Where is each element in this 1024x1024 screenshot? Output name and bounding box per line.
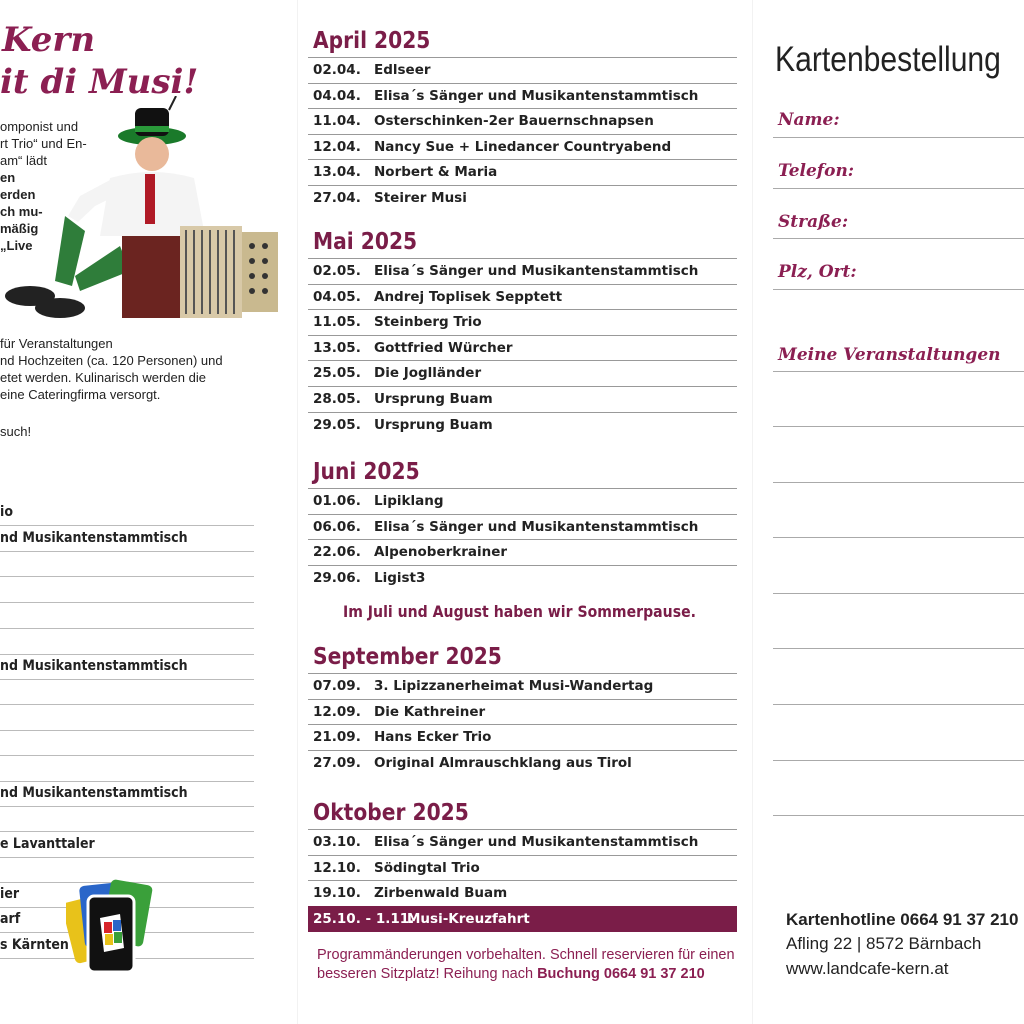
- event-row: [308, 488, 737, 514]
- event-date: 25.10. - 1.11.: [313, 910, 415, 927]
- order-title: Kartenbestellung: [775, 40, 1001, 79]
- left-event-row: [0, 806, 254, 832]
- event-name: Musi-Kreuzfahrt: [407, 910, 530, 927]
- event-date: 27.04.: [313, 190, 361, 206]
- event-name: Die Joglländer: [374, 365, 482, 382]
- event-date: 21.09.: [313, 729, 361, 746]
- event-row: [308, 108, 737, 134]
- event-row: [308, 360, 737, 386]
- ticket-hotline: Kartenhotline 0664 91 37 210: [786, 910, 1019, 929]
- event-name: Södingtal Trio: [374, 859, 480, 876]
- event-date: 13.05.: [313, 339, 361, 356]
- event-date: 03.10.: [313, 834, 361, 850]
- city-label: Plz, Ort:: [778, 262, 857, 282]
- event-row: [308, 309, 737, 335]
- left-event-row: [0, 705, 254, 731]
- event-name: Die Kathreiner: [374, 703, 486, 720]
- event-date: 27.09.: [313, 754, 361, 771]
- event-date: 11.04.: [313, 113, 361, 130]
- event-row: [308, 724, 737, 750]
- left-event-row: [0, 756, 254, 782]
- event-row: [308, 539, 737, 565]
- left-event-row: [0, 629, 254, 655]
- event-name: Steirer Musi: [374, 190, 467, 206]
- event-row: [308, 284, 737, 310]
- month-heading: April 2025: [313, 28, 431, 54]
- left-closing-text: such!: [0, 424, 32, 439]
- event-date: 22.06.: [313, 544, 361, 561]
- fold-line-left: [297, 0, 298, 1024]
- website-link[interactable]: www.landcafe-kern.at: [786, 959, 949, 978]
- event-date: 04.05.: [313, 288, 361, 305]
- event-date: 12.04.: [313, 138, 361, 155]
- left-event-row: [0, 679, 254, 705]
- street-field[interactable]: [773, 238, 1024, 239]
- event-name: Steinberg Trio: [374, 314, 482, 331]
- events-field-4[interactable]: [773, 537, 1024, 538]
- event-date: 25.05.: [313, 365, 361, 382]
- event-name: Osterschinken-2er Bauernschnapsen: [374, 113, 654, 130]
- month-heading: Juni 2025: [313, 459, 420, 485]
- address: Afling 22 | 8572 Bärnbach: [786, 934, 982, 953]
- event-row: [308, 565, 737, 591]
- event-date: 06.06.: [313, 518, 361, 535]
- street-label: Straße:: [778, 212, 849, 232]
- event-date: 29.06.: [313, 569, 361, 586]
- intro-line: rt Trio“ und En-: [0, 136, 87, 151]
- event-row: [308, 57, 737, 83]
- events-field-5[interactable]: [773, 593, 1024, 594]
- month-heading: Oktober 2025: [313, 800, 469, 826]
- intro-line: ch mu-: [0, 204, 43, 219]
- city-field[interactable]: [773, 289, 1024, 290]
- event-row: [308, 159, 737, 185]
- event-row: [308, 258, 737, 284]
- left-event-row: arf: [0, 907, 254, 933]
- event-row: [308, 412, 737, 438]
- events-field-2[interactable]: [773, 426, 1024, 427]
- event-row: [308, 750, 737, 776]
- event-row: [308, 673, 737, 699]
- event-date: 12.09.: [313, 703, 361, 720]
- event-row: [308, 134, 737, 160]
- event-row: [308, 699, 737, 725]
- left-event-row: [0, 551, 254, 577]
- event-date: 01.06.: [313, 493, 361, 509]
- event-date: 11.05.: [313, 314, 361, 331]
- fold-line-right: [752, 0, 753, 1024]
- events-field-1[interactable]: [773, 371, 1024, 372]
- event-row: [308, 855, 737, 881]
- event-name: Original Almrauschklang aus Tirol: [374, 754, 632, 771]
- event-row: [308, 185, 737, 211]
- highlight-event-row: [308, 906, 737, 932]
- event-name: Ursprung Buam: [374, 416, 493, 433]
- event-date: 02.05.: [313, 263, 361, 279]
- left-title-line1: Kern: [2, 20, 96, 60]
- intro-line: mäßig: [0, 221, 39, 236]
- event-name: Norbert & Maria: [374, 164, 498, 181]
- event-date: 12.10.: [313, 859, 361, 876]
- left-venue-text: [0, 335, 250, 403]
- venue-line: eine Cateringfirma versorgt.: [0, 387, 161, 402]
- venue-line: für Veranstaltungen: [0, 336, 113, 351]
- event-row: [308, 514, 737, 540]
- left-event-row: [0, 730, 254, 756]
- event-date: 19.10.: [313, 885, 361, 902]
- uno-cards-icon: [66, 878, 156, 978]
- intro-line: en: [0, 170, 16, 185]
- intro-line: omponist und: [0, 119, 79, 134]
- left-event-row: nd Musikantenstammtisch: [0, 526, 254, 552]
- left-event-row: [0, 577, 254, 603]
- venue-line: nd Hochzeiten (ca. 120 Personen) und: [0, 353, 223, 368]
- left-event-row: e Lavanttaler: [0, 832, 254, 858]
- event-name: Lipiklang: [374, 493, 444, 509]
- event-name: Ursprung Buam: [374, 391, 493, 407]
- event-row: [308, 829, 737, 855]
- event-name: 3. Lipizzanerheimat Musi-Wandertag: [374, 678, 654, 694]
- event-row: [308, 335, 737, 361]
- event-date: 13.04.: [313, 164, 361, 181]
- accordion-player-photo: [0, 96, 285, 331]
- intro-line: erden: [0, 187, 36, 202]
- event-name: Andrej Toplisek Sepptett: [374, 288, 563, 305]
- left-event-row: nd Musikantenstammtisch: [0, 781, 254, 807]
- left-event-row: s Kärnten: [0, 933, 254, 959]
- events-field-6[interactable]: [773, 648, 1024, 649]
- event-date: 07.09.: [313, 678, 361, 694]
- month-heading: Mai 2025: [313, 229, 418, 255]
- month-heading: September 2025: [313, 644, 502, 670]
- left-event-row: io: [0, 500, 254, 526]
- event-name: Alpenoberkrainer: [374, 544, 508, 561]
- venue-line: etet werden. Kulinarisch werden die: [0, 370, 206, 385]
- event-date: 04.04.: [313, 87, 361, 104]
- event-name: Elisa´s Sänger und Musikantenstammtisch: [374, 263, 699, 279]
- intro-line: am“ lädt: [0, 153, 47, 168]
- event-row: [308, 880, 737, 906]
- event-date: 02.04.: [313, 62, 361, 78]
- events-label: Meine Veranstaltungen: [778, 345, 1001, 365]
- event-name: Edlseer: [374, 62, 431, 78]
- event-date: 28.05.: [313, 391, 361, 407]
- events-field-8[interactable]: [773, 760, 1024, 761]
- left-event-row: [0, 603, 254, 629]
- event-row: [308, 386, 737, 412]
- program-note: Programmänderungen vorbehalten. Schnell reservieren für einen besseren Sitzplatz! Reihung nach Buchung 0664 91 37 210: [317, 947, 735, 982]
- event-name: Zirbenwald Buam: [374, 885, 508, 902]
- phone-label: Telefon:: [778, 161, 855, 181]
- event-name: Gottfried Würcher: [374, 339, 513, 356]
- events-field-9[interactable]: [773, 815, 1024, 816]
- event-row: [308, 83, 737, 109]
- summer-break-notice: Im Juli und August haben wir Sommerpause.: [343, 602, 696, 621]
- events-field-3[interactable]: [773, 482, 1024, 483]
- event-name: Hans Ecker Trio: [374, 729, 492, 746]
- left-event-row: ier: [0, 882, 254, 908]
- event-name: Elisa´s Sänger und Musikantenstammtisch: [374, 834, 699, 850]
- event-name: Ligist3: [374, 569, 426, 586]
- event-name: Elisa´s Sänger und Musikantenstammtisch: [374, 518, 699, 535]
- events-field-7[interactable]: [773, 704, 1024, 705]
- phone-field[interactable]: [773, 188, 1024, 189]
- left-title-line2: it di Musi!: [0, 62, 199, 102]
- name-field[interactable]: [773, 137, 1024, 138]
- event-date: 29.05.: [313, 416, 361, 433]
- intro-line: „Live: [0, 238, 33, 253]
- left-event-row: nd Musikantenstammtisch: [0, 654, 254, 680]
- event-name: Elisa´s Sänger und Musikantenstammtisch: [374, 87, 699, 104]
- name-label: Name:: [778, 110, 840, 130]
- event-name: Nancy Sue + Linedancer Countryabend: [374, 138, 672, 155]
